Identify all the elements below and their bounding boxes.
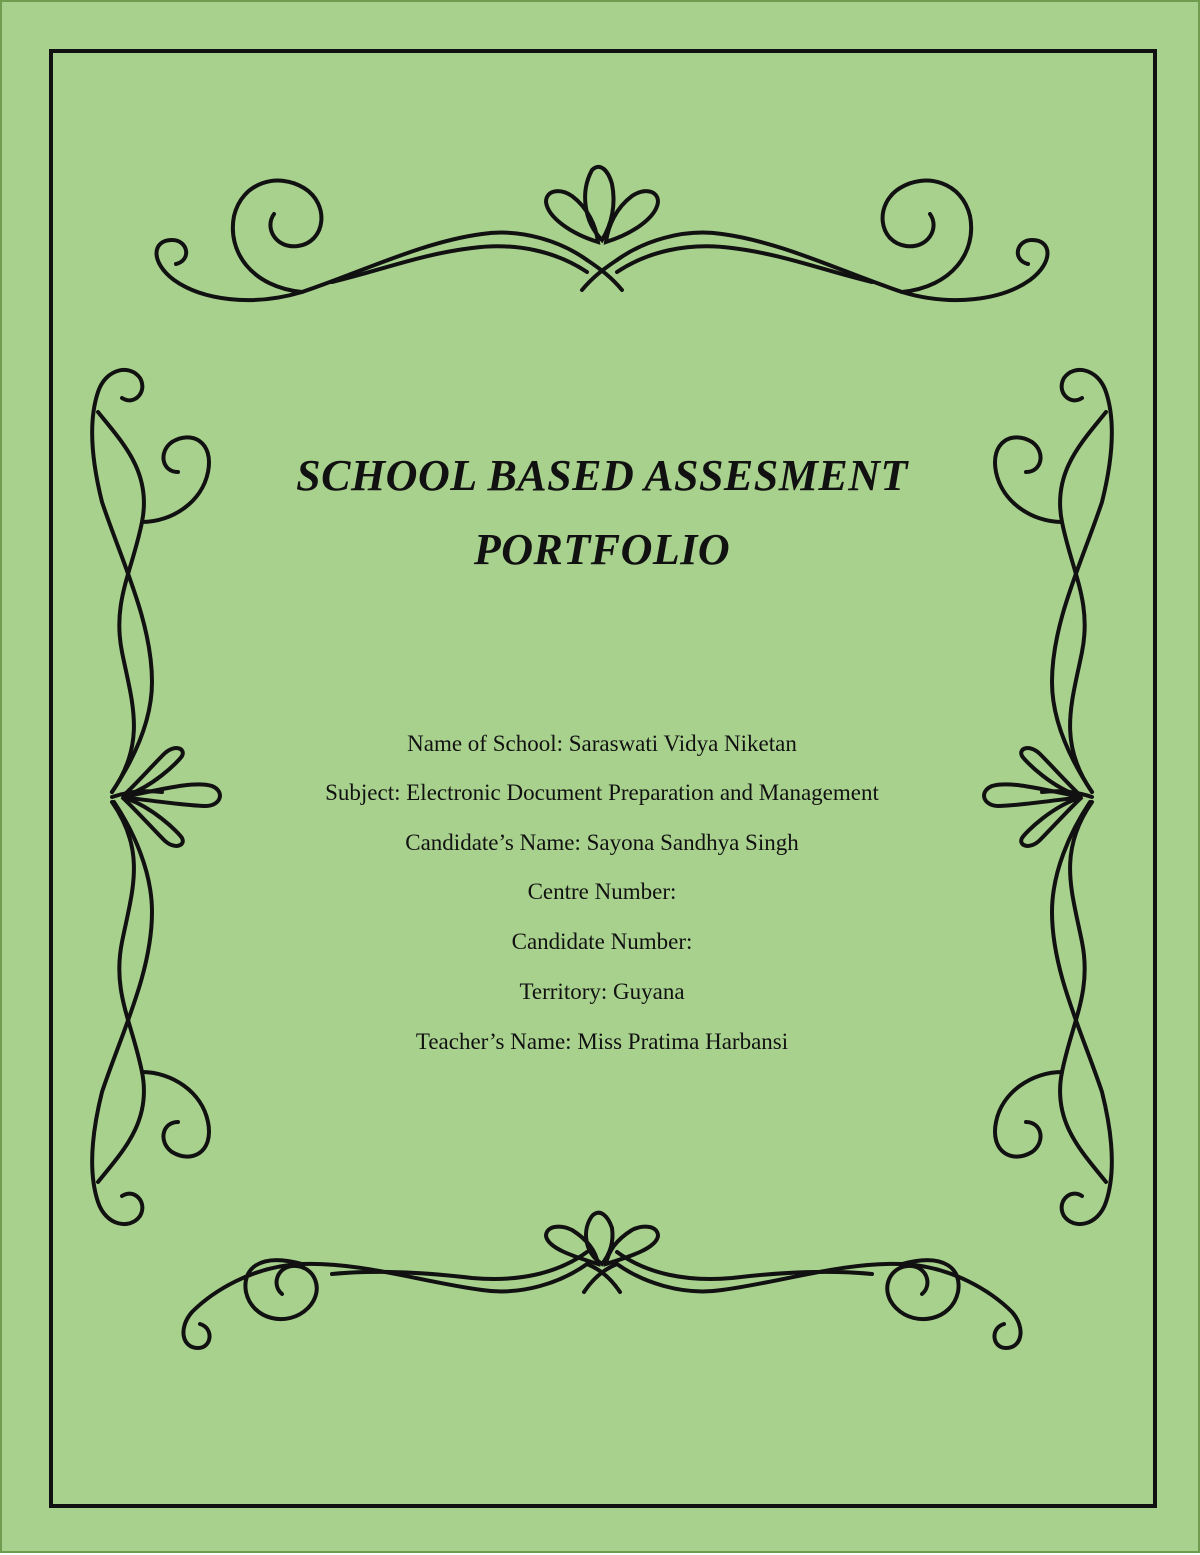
teacher-name-field: Teacher’s Name: Miss Pratima Harbansi xyxy=(415,1029,789,1054)
ornamental-border xyxy=(2,2,1200,1555)
candidate-name-field: Candidate’s Name: Sayona Sandhya Singh xyxy=(405,830,799,855)
bottom-flourish-icon xyxy=(183,1213,1020,1348)
centre-number-field: Centre Number: xyxy=(527,879,677,904)
school-name-field: Name of School: Saraswati Vidya Niketan xyxy=(407,731,797,756)
top-flourish-icon xyxy=(157,167,1048,300)
document-title-line-2: PORTFOLIO xyxy=(473,525,731,574)
subject-field: Subject: Electronic Document Preparation and Management xyxy=(325,780,879,805)
document-title-line-1: SCHOOL BASED ASSESMENT xyxy=(296,451,908,500)
territory-field: Territory: Guyana xyxy=(519,979,685,1004)
candidate-number-field: Candidate Number: xyxy=(511,929,693,954)
